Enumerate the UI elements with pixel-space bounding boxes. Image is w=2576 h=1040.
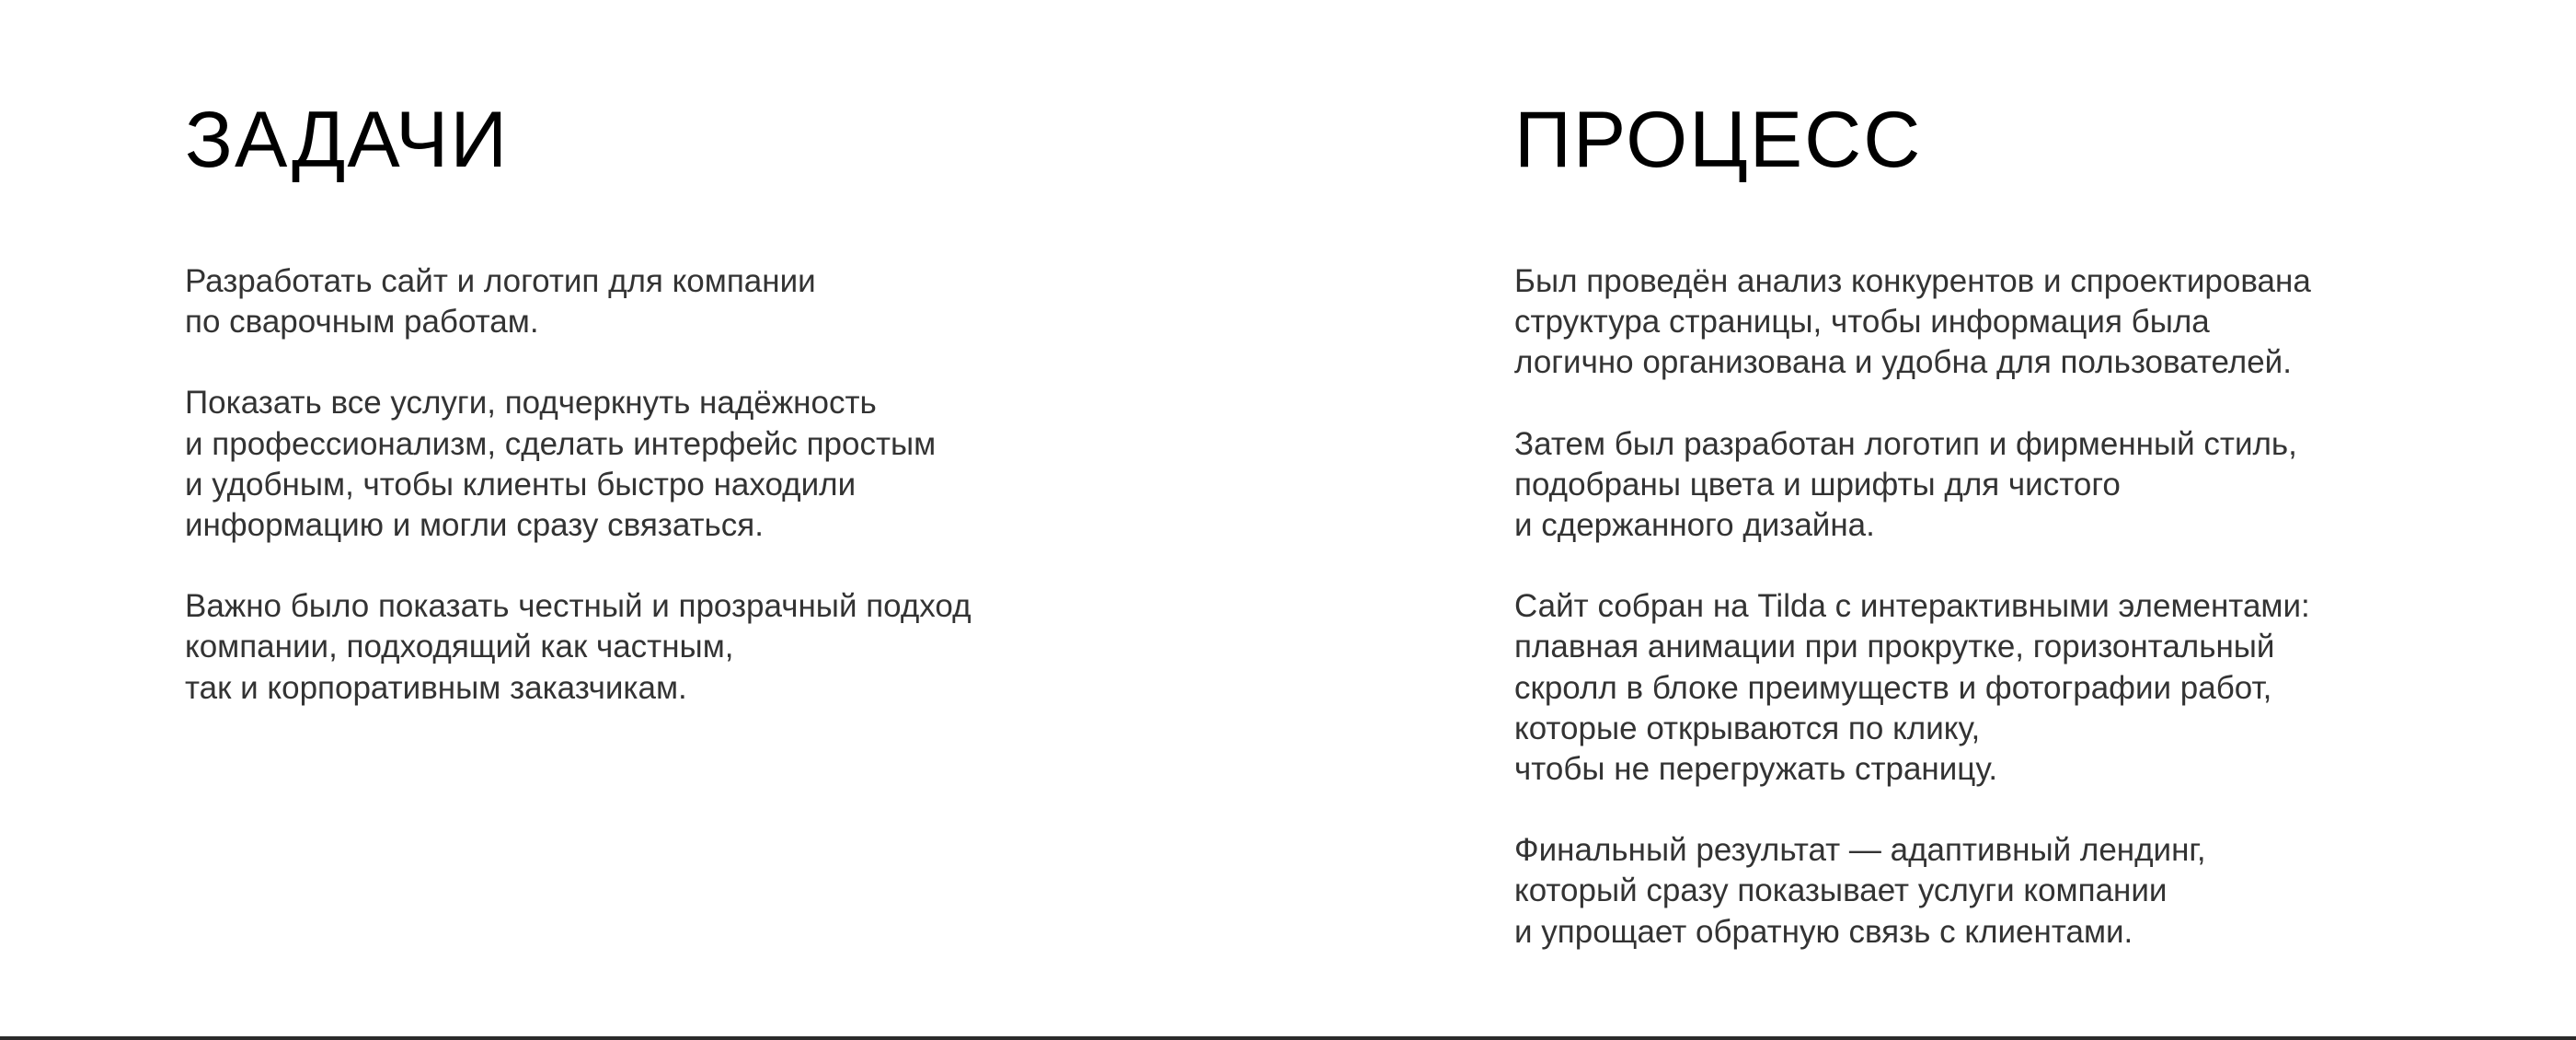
text-line: и профессионализм, сделать интерфейс простым — [185, 425, 937, 462]
text-line: Затем был разработан логотип и фирменный стиль, — [1514, 425, 2297, 462]
text-line: логично организована и удобна для пользователей. — [1514, 344, 2292, 381]
text-line: Важно было показать честный и прозрачный подход — [185, 588, 972, 625]
text-line: и удобным, чтобы клиенты быстро находили — [185, 466, 857, 503]
text-line: структура страницы, чтобы информация была — [1514, 304, 2210, 341]
tasks-paragraph-3 — [185, 586, 1381, 709]
process-text — [1514, 261, 2563, 993]
text-line: компании, подходящий как частным, — [185, 629, 734, 665]
text-line: и сдержанного дизайна. — [1514, 507, 1875, 544]
process-paragraph-1 — [1514, 261, 2563, 384]
text-line: который сразу показывает услуги компании — [1514, 872, 2168, 909]
text-line: так и корпоративным заказчикам. — [185, 669, 687, 706]
text-line: и упрощает обратную связь с клиентами. — [1514, 913, 2133, 950]
text-line: по сварочным работам. — [185, 304, 539, 341]
text-line: Разработать сайт и логотип для компании — [185, 263, 816, 299]
tasks-text — [185, 261, 1381, 749]
process-paragraph-3 — [1514, 586, 2563, 790]
tasks-heading: ЗАДАЧИ — [185, 96, 510, 184]
process-heading: ПРОЦЕСС — [1514, 96, 1923, 184]
text-line: Сайт собран на Tilda с интерактивными элементами: — [1514, 588, 2310, 625]
process-paragraph-4 — [1514, 830, 2563, 953]
text-line: плавная анимации при прокрутке, горизонтальный — [1514, 629, 2275, 665]
text-line: скролл в блоке преимуществ и фотографии работ, — [1514, 669, 2272, 706]
text-line: которые открываются по клику, — [1514, 710, 1981, 746]
text-line: подобраны цвета и шрифты для чистого — [1514, 466, 2121, 503]
text-line: информацию и могли сразу связаться. — [185, 507, 764, 544]
tasks-paragraph-2 — [185, 383, 1381, 546]
text-line: Показать все услуги, подчеркнуть надёжность — [185, 385, 877, 422]
process-paragraph-2 — [1514, 424, 2563, 547]
text-line: чтобы не перегружать страницу. — [1514, 751, 1998, 788]
text-line: Финальный результат — адаптивный лендинг, — [1514, 832, 2206, 869]
tasks-paragraph-1 — [185, 261, 1381, 342]
bottom-divider — [0, 1036, 2576, 1040]
text-line: Был проведён анализ конкурентов и спроектирована — [1514, 263, 2311, 299]
